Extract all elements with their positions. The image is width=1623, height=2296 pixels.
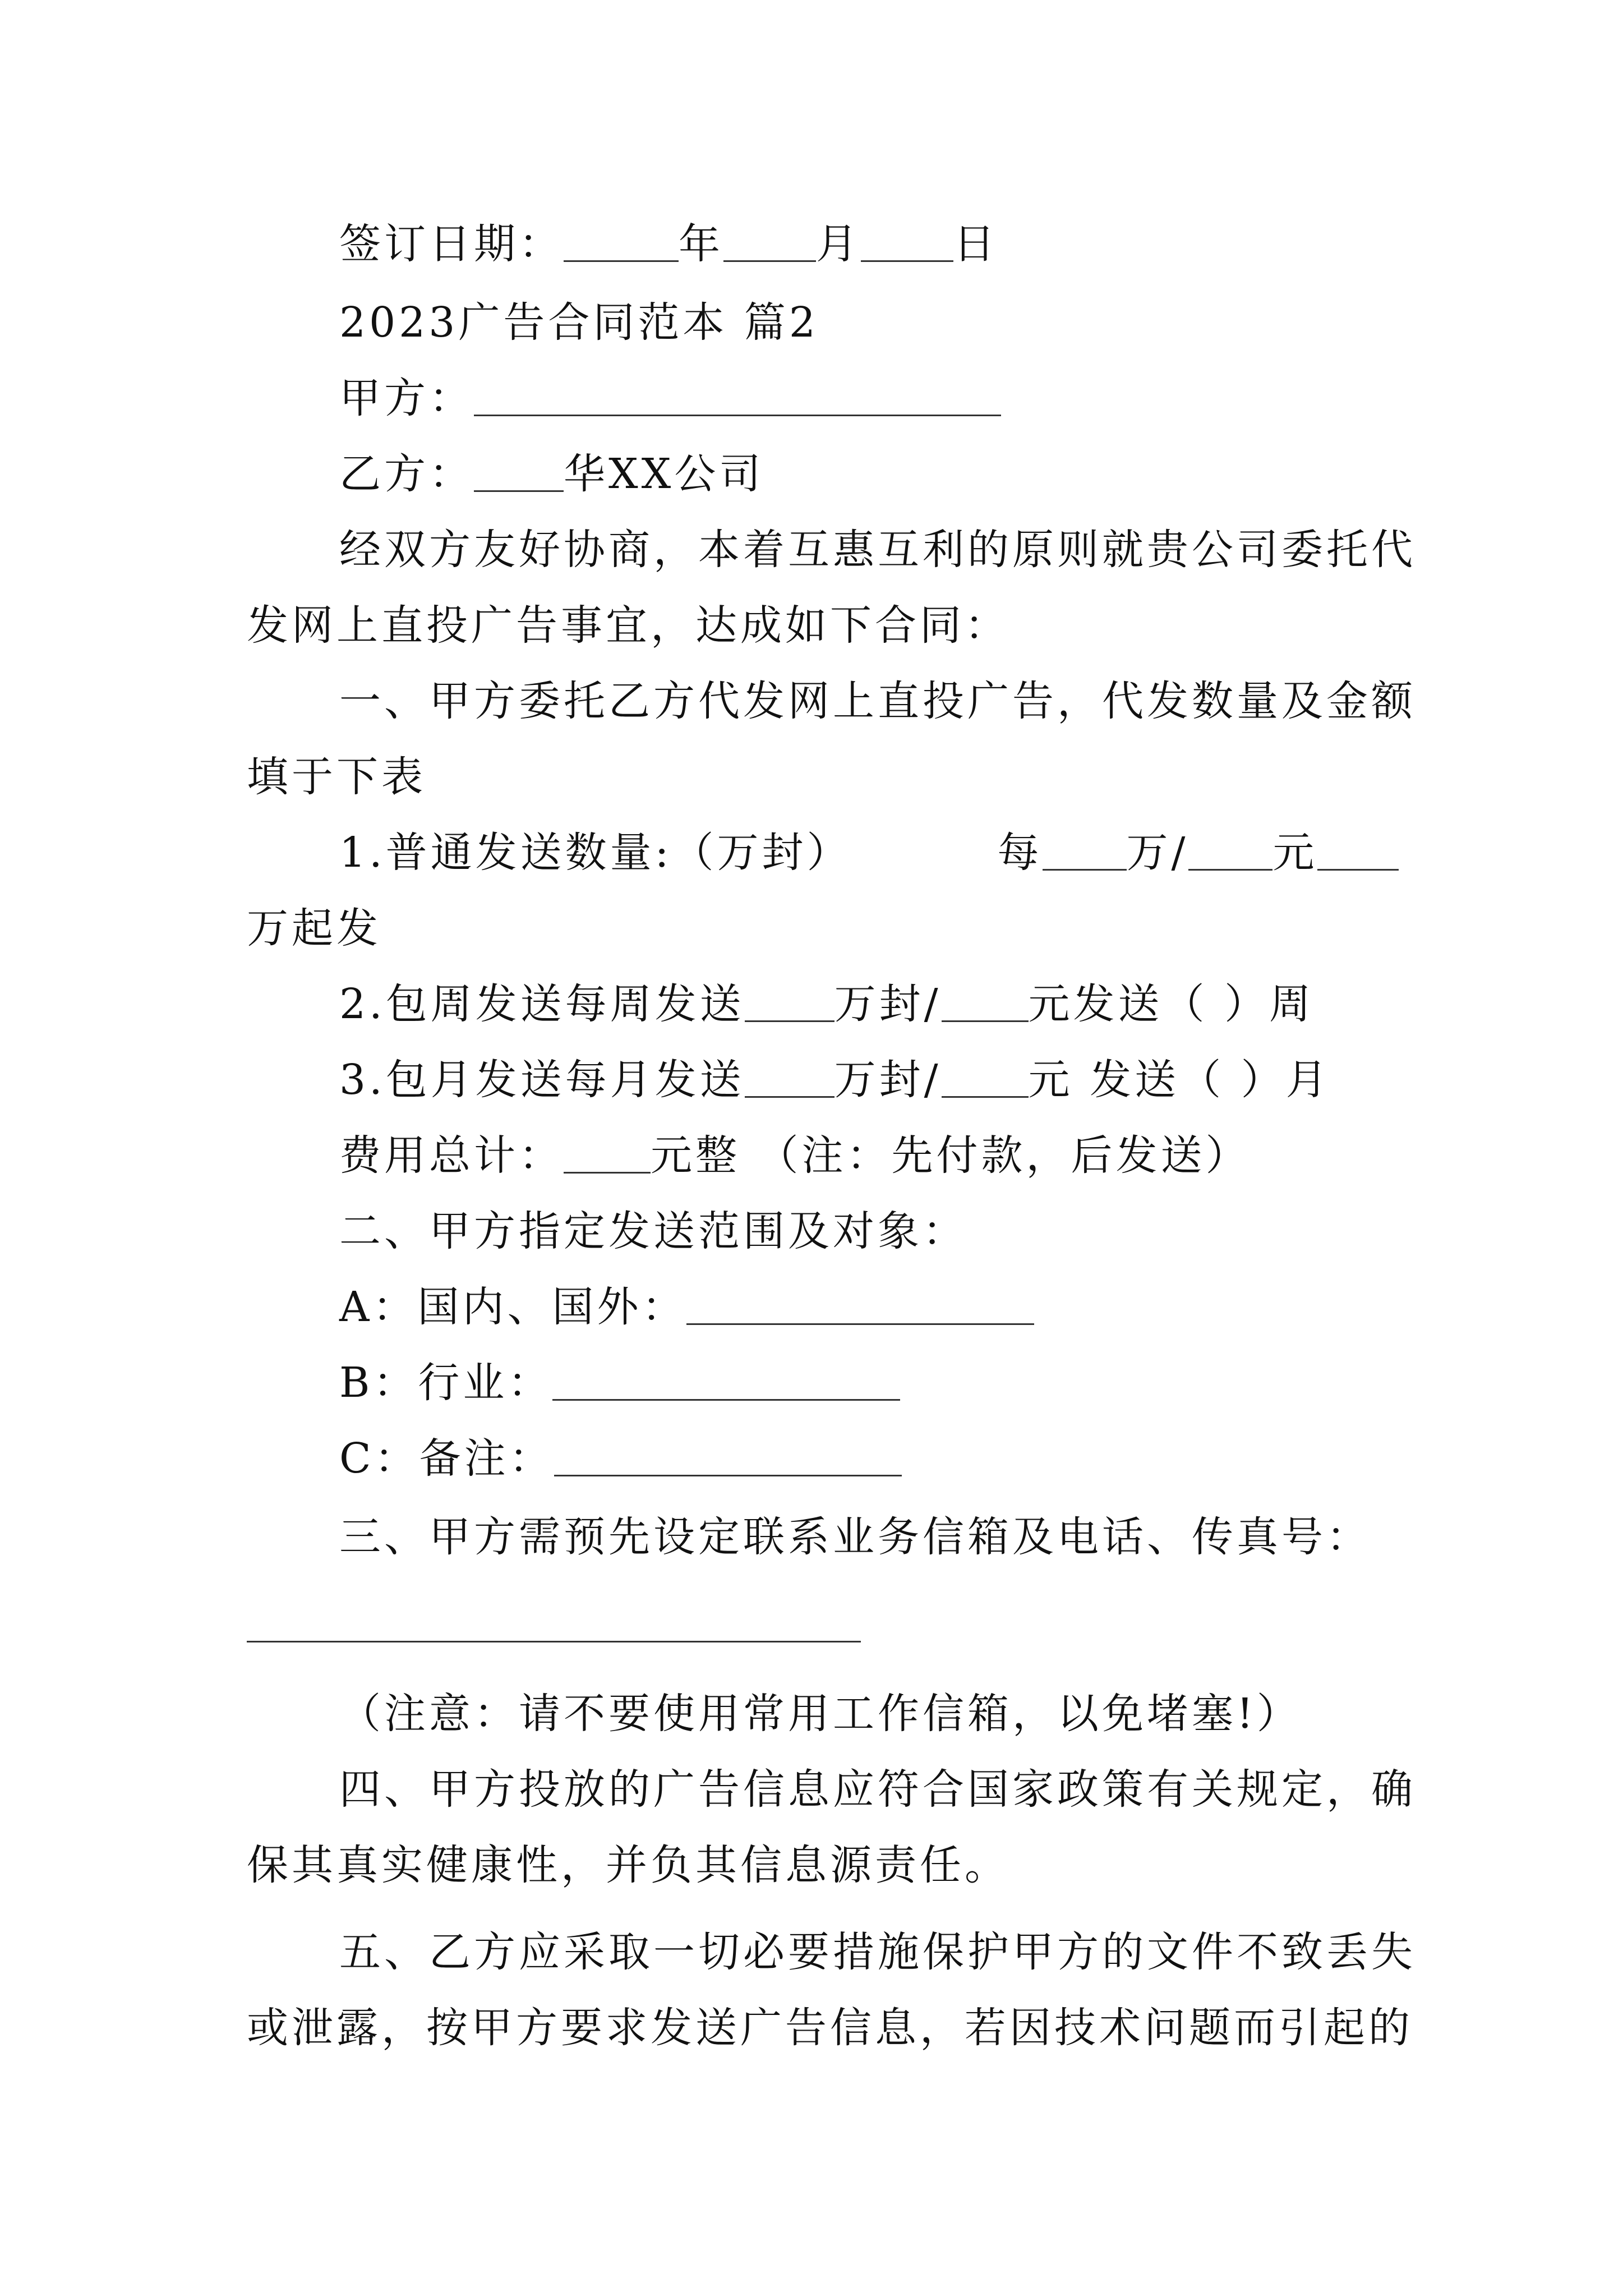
intro-line-2: 发网上直投广告事宜，达成如下合同： [247, 601, 1009, 650]
clause-3: 三、甲方需预先设定联系业务信箱及电话、传真号： [339, 1513, 1371, 1561]
item-1-label: 1.普通发送数量:（万封） [339, 829, 852, 877]
sign-year-label: 年 [679, 220, 723, 268]
total-rest: 元整 （注：先付款，后发送） [651, 1131, 1251, 1180]
item-3-line [339, 1052, 1331, 1108]
item-2-label: 2.包周发送每周发送 [339, 980, 745, 1028]
item-2-wanfeng: 万封/ [834, 980, 942, 1028]
clause-2: 二、甲方指定发送范围及对象： [339, 1207, 967, 1255]
contact-blank-line [247, 1641, 861, 1642]
scope-c-label: C：备注： [339, 1434, 554, 1483]
scope-c-blank [554, 1435, 902, 1476]
party-b-label: 乙方： [339, 450, 474, 498]
sign-date-line [339, 216, 998, 272]
scope-a-label: A：国内、国外： [339, 1283, 687, 1331]
item-1-cont: 万起发 [247, 904, 381, 953]
total-line [339, 1128, 1251, 1184]
sign-year-blank [564, 221, 679, 262]
item-3-wanfeng: 万封/ [834, 1056, 942, 1104]
item-3-wan-blank [745, 1057, 834, 1098]
item-1-yuan: 元 [1272, 829, 1318, 877]
item-1-line [339, 825, 1399, 881]
sign-month-label: 月 [816, 220, 861, 268]
sign-date-label: 签订日期： [339, 220, 564, 268]
sign-month-blank [723, 221, 816, 262]
item-1-wan: 万/ [1126, 829, 1189, 877]
scope-b-blank [552, 1360, 900, 1401]
clause-1-line-2: 填于下表 [247, 753, 426, 801]
item-2-wan-blank [745, 981, 834, 1022]
item-1-start-blank [1317, 830, 1399, 871]
scope-c-line [339, 1430, 902, 1487]
scope-b-label: B：行业： [339, 1359, 553, 1407]
party-b-line [339, 446, 764, 502]
section-title: 2023广告合同范本 篇2 [339, 298, 819, 347]
clause-4-line-2: 保其真实健康性，并负其信息源责任。 [247, 1841, 1009, 1889]
item-3-yuan-blank [942, 1057, 1029, 1098]
item-1-wan-blank [1043, 830, 1127, 871]
item-2-rest: 元发送（ ）周 [1028, 980, 1315, 1028]
total-label: 费用总计： [339, 1131, 564, 1180]
clause-4-line-1: 四、甲方投放的广告信息应符合国家政策有关规定，确 [339, 1765, 1416, 1814]
party-a-label: 甲方： [339, 374, 474, 422]
scope-a-line [339, 1279, 1034, 1335]
item-2-yuan-blank [942, 981, 1029, 1022]
note-line: （注意：请不要使用常用工作信箱，以免堵塞!） [339, 1690, 1302, 1738]
intro-line-1: 经双方友好协商，本着互惠互利的原则就贵公司委托代 [339, 526, 1416, 574]
party-a-blank [474, 375, 1001, 416]
party-b-name: 华XX公司 [564, 450, 764, 498]
scope-a-blank [686, 1284, 1034, 1325]
total-blank [564, 1133, 651, 1174]
item-3-rest: 元 发送（ ）月 [1028, 1056, 1331, 1104]
item-2-line [339, 976, 1314, 1032]
party-b-blank [474, 451, 564, 492]
clause-5-line-2: 或泄露，按甲方要求发送广告信息，若因技术问题而引起的 [247, 2004, 1413, 2052]
party-a-line [339, 370, 1001, 426]
sign-day-label: 日 [953, 220, 998, 268]
item-1-yuan-blank [1188, 830, 1272, 871]
item-3-label: 3.包月发送每月发送 [339, 1056, 745, 1104]
clause-1-line-1: 一、甲方委托乙方代发网上直投广告，代发数量及金额 [339, 677, 1416, 725]
sign-day-blank [861, 221, 953, 262]
clause-5-line-1: 五、乙方应采取一切必要措施保护甲方的文件不致丢失 [339, 1928, 1416, 1976]
item-1-per: 每 [997, 829, 1043, 877]
scope-b-line [339, 1355, 900, 1411]
